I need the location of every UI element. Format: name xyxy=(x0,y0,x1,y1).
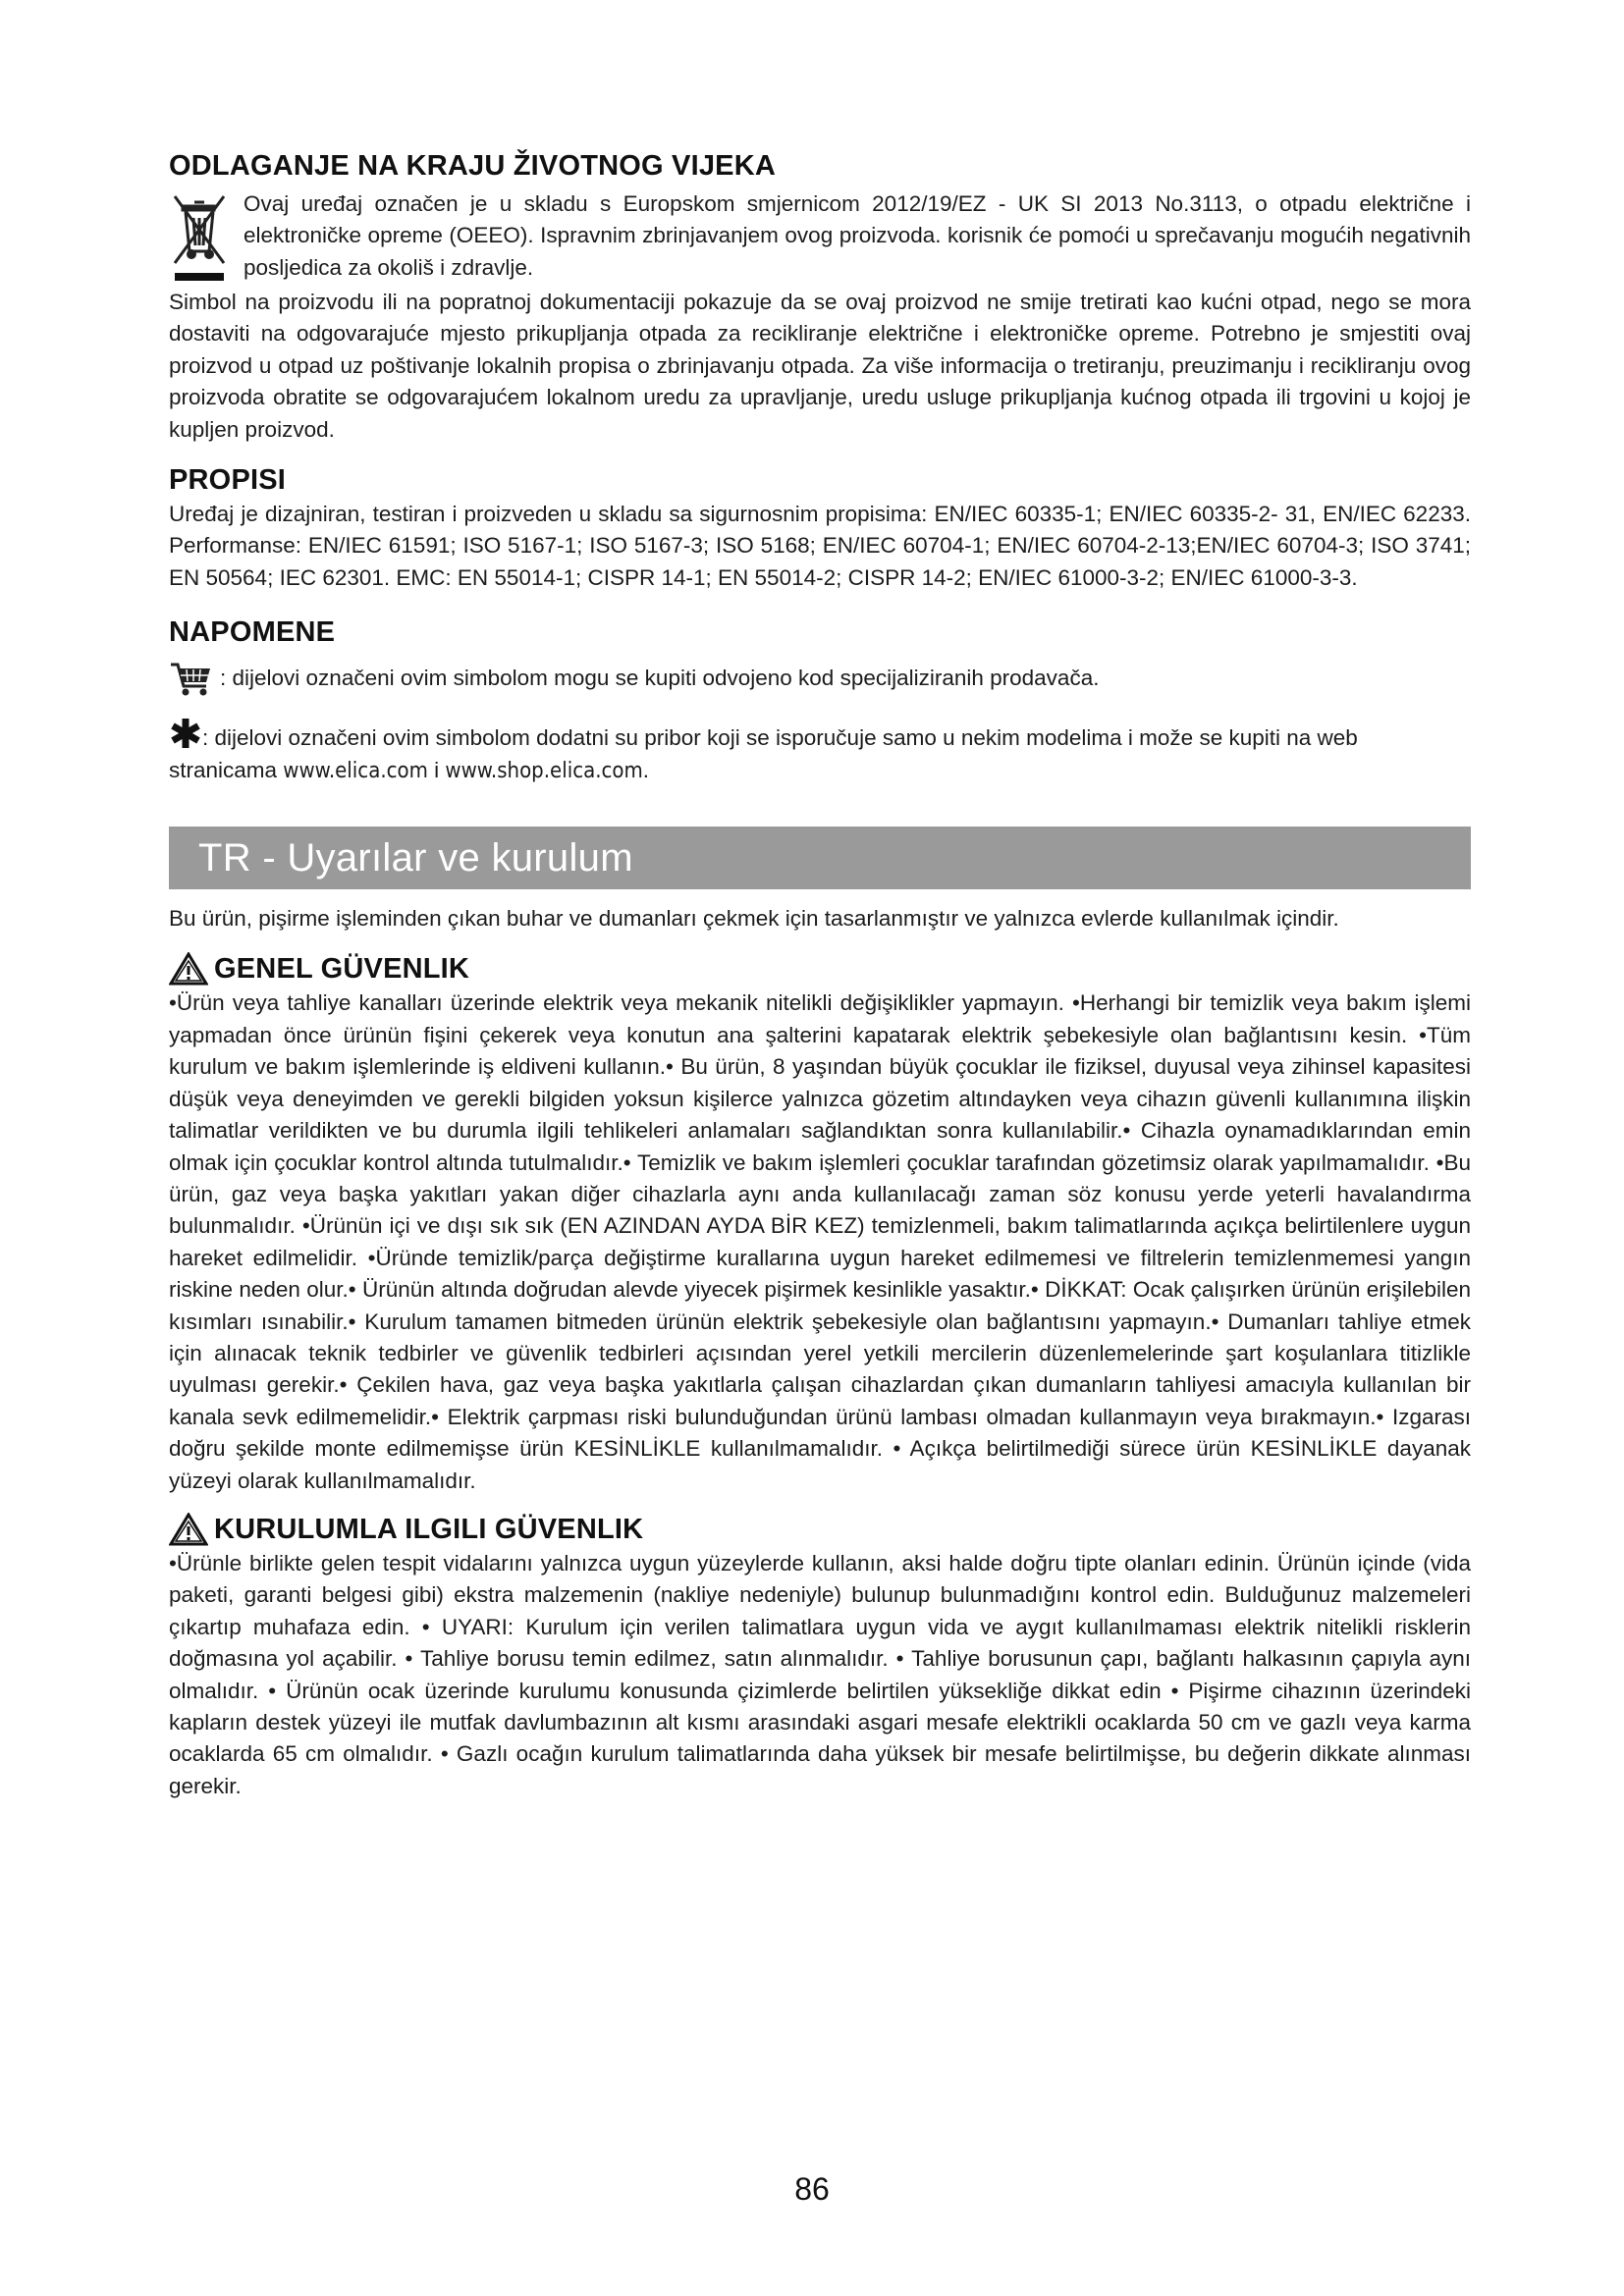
regulations-body: Uređaj je dizajniran, testiran i proizveden u skladu sa sigurnosnim propisima: EN/IEC 60335-1; EN/IEC 60335-2- 31, EN/IEC 62233. Performanse: EN/IEC 61591; ISO 5167-1; ISO 5167-3; ISO 5168; EN/IEC 60704-1; EN/IEC 60704-2-13;EN/IEC 60704-3; ISO 3741; EN 50564; IEC 62301. EMC: EN 55014-1; CISPR 14-1; EN 55014-2; CISPR 14-2; EN/IEC 61000-3-2; EN/IEC 61000-3-3. xyxy=(169,502,1471,590)
elica-link[interactable]: www.elica.com xyxy=(283,758,428,783)
weee-notice xyxy=(169,188,1471,287)
general-safety-header xyxy=(169,950,1471,988)
disposal-heading: ODLAGANJE NA KRAJU ŽIVOTNOG VIJEKA xyxy=(169,150,777,182)
cart-note xyxy=(169,659,1471,698)
warning-triangle-icon xyxy=(169,1513,208,1546)
general-safety-heading: GENEL GÜVENLIK xyxy=(214,953,470,986)
notes-heading: NAPOMENE xyxy=(169,616,336,649)
tr-banner-title: TR - Uyarılar ve kurulum xyxy=(198,835,633,880)
install-safety-body: •Ürünle birlikte gelen tespit vidalarını yalnızca uygun yüzeylerde kullanın, aksi halde doğru tipte olanları edinin. Ürünün içinde (vida paketi, garanti belgesi gibi) ekstra malzemenin (nakliye nedeniyle) bulunup bulunmadığını kontrol edin. Bulduğunuz malzemeleri çıkartıp muhafaza edin. • UYARI: Kurulum için verilen talimatlara uygun vida ve aygıt kullanılmaması elektrik nitelikli risklerin doğmasına yol açabilir. • Tahliye borusu temin edilmez, satın alınmalıdır. • Tahliye borusunun çapı, bağlantı halkasının çapıyla aynı olmalıdır. • Ürünün ocak üzerinde kurulumu konusunda çizimlerde belirtilen yüksekliğe dikkat edin • Pişirme cihazının üzerindeki kapların destek yüzeyi ile mutfak davlumbazının alt kısmı arasındaki asgari mesafe elektrikli ocaklarda 50 cm ve gazlı veya karma ocaklarda 65 cm olmalıdır. • Gazlı ocağın kurulum talimatlarında daha yüksek bir mesafe belirtilmişse, bu değerin dikkate alınması gerekir. xyxy=(169,1550,1471,1798)
accessory-note-text: : dijelovi označeni ovim simbolom dodatni su pribor koji se isporučuje samo u nekim modelima i može se kupiti na web stranicama xyxy=(169,725,1358,782)
tr-section-banner xyxy=(169,827,1471,889)
install-safety-header xyxy=(169,1511,1471,1548)
manual-page xyxy=(169,147,1471,1802)
general-safety-body: •Ürün veya tahliye kanalları üzerinde elektrik veya mekanik nitelikli değişiklikler yapmayın. •Herhangi bir temizlik veya bakım işlemi yapmadan önce ürünün fişini çekerek veya konutun ana şalterini kapatarak elektrik şebekesiyle olan bağlantısını kesin. •Tüm kurulum ve bakım işlemlerinde iş eldiveni kullanın.• Bu ürün, 8 yaşından büyük çocuklar ile fiziksel, duyusal veya zihinsel kapasitesi düşük veya deneyimden ve gerekli bilgiden yoksun kişilerce yalnızca gözetim altındayken veya cihazın güvenli kullanımına ilişkin talimatlar verildikten ve bu durumla ilgili tehlikeleri anlamaları sağlandıktan sonra kullanılabilir.• Cihazla oynamadıklarından emin olmak için çocuklar kontrol altında tutulmalıdır.• Temizlik ve bakım işlemleri çocuklar tarafından gözetimsiz olarak yapılmamalıdır. •Bu ürün, gaz veya başka yakıtları yakan diğer cihazlarla aynı anda kullanılacağı zaman söz konusu yerde yeterli havalandırma bulunmalıdır. •Ürünün içi ve dışı sık sık (EN AZINDAN AYDA BİR KEZ) temizlenmeli, bakım talimatlarında açıkça belirtilenlere uygun hareket edilmelidir. •Üründe temizlik/parça değiştirme kurallarına uygun hareket edilmemesi ve filtrelerin temizlenmemesi yangın riskine neden olur.• Ürünün altında doğrudan alevde yiyecek pişirmek kesinlikle yasaktır.• DİKKAT: Ocak çalışırken ürünün erişilebilen kısımları ısınabilir.• Kurulum tamamen bitmeden ürünün elektrik şebekesiyle olan bağlantısını yapmayın.• Dumanları tahliye etmek için alınacak teknik tedbirler ve güvenlik tedbirleri açısından yerel yetkili mercilerin düzenlemelerinde şart koşulanlara titizlikle uyulması gerekir.• Çekilen hava, gaz veya başka yakıtlarla çalışan cihazlardan çıkan dumanların tahliyesi amacıyla kullanılan bir kanala sevk edilmemelidir.• Elektrik çarpması riski bulunduğundan ürünü lambası olmadan kullanmayın veya bırakmayın.• Izgarası doğru şekilde monte edilmemişse ürün KESİNLİKLE kullanılmamalıdır. • Açıkça belirtilmediği sürece ürün KESİNLİKLE dayanak yüzeyi olarak kullanılmamalıdır. xyxy=(169,990,1471,1493)
link-separator: i xyxy=(427,757,446,782)
warning-triangle-icon xyxy=(169,952,208,986)
accessory-note xyxy=(169,718,1471,787)
tr-intro: Bu ürün, pişirme işleminden çıkan buhar ve dumanları çekmek için tasarlanmıştır ve yalnızca evlerde kullanılmak içindir. xyxy=(169,906,1339,932)
weee-text: Ovaj uređaj označen je u skladu s Europskom smjernicom 2012/19/EZ - UK SI 2013 No.3113, o otpadu električne i elektroničke opreme (OEEO). Ispravnim zbrinjavanjem ovog proizvoda. korisnik će pomoći u sprečavanju mogućih negativnih posljedica za okoliš i zdravlje. xyxy=(244,191,1471,280)
install-safety-heading: KURULUMLA ILGILI GÜVENLIK xyxy=(214,1513,644,1545)
disposal-body: Simbol na proizvodu ili na popratnoj dokumentaciji pokazuje da se ovaj proizvod ne smije tretirati kao kućni otpad, nego se mora dostaviti na odgovarajuće mjesto prikupljanja otpada za recikliranje električne i elektroničke opreme. Potrebno je smjestiti ovaj proizvod u otpad uz poštivanje lokalnih propisa o zbrinjavanju otpada. Za više informacija o tretiranju, preuzimanju i recikliranju ovog proizvoda obratite se odgovarajućem lokalnom uredu za upravljanje, uredu usluge prikupljanja kućnog otpada ili trgovini u kojoj je kupljen proizvod. xyxy=(169,290,1471,442)
cart-note-text: : dijelovi označeni ovim simbolom mogu se kupiti odvojeno kod specijaliziranih prodavača. xyxy=(220,666,1100,691)
weee-bin-icon xyxy=(169,188,230,287)
page-number: 86 xyxy=(794,2171,830,2207)
shopping-cart-icon xyxy=(169,659,214,698)
asterisk-icon xyxy=(169,718,202,749)
regulations-heading: PROPISI xyxy=(169,464,287,497)
link-end: . xyxy=(642,757,650,782)
elica-shop-link[interactable]: www.shop.elica.com xyxy=(445,758,643,783)
